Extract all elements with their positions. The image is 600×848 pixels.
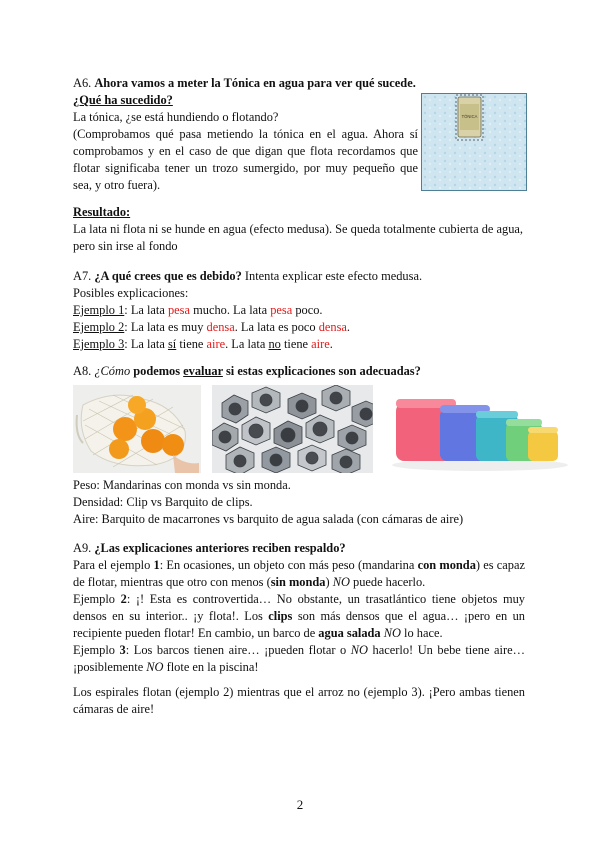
section-a7 <box>73 268 525 353</box>
a6-subheading: ¿Qué ha sucedido? <box>73 93 173 107</box>
a6-paragraph: (Comprobamos qué pasa metiendo la tónica en el agua. Ahora sí comprobamos y en el caso de que digan que flota recordamos que flotar significaba tener un trozo sumergido, por muy pequeño que sea, y otro fuera). <box>73 127 418 192</box>
a7-question: ¿A qué crees que es debido? <box>94 269 242 283</box>
can-in-water-illustration <box>422 94 526 190</box>
a9-question: ¿Las explicaciones anteriores reciben respaldo? <box>94 541 346 555</box>
hex-nuts-photo <box>212 385 373 473</box>
a6-line1: La tónica, ¿se está hundiendo o flotando? <box>73 110 279 124</box>
a7-example-3: Ejemplo 3: La lata sí tiene aire. La lata no tiene aire. <box>73 337 333 351</box>
section-a6 <box>73 75 418 194</box>
can-in-water-image <box>421 93 527 191</box>
a8-heading: A8. ¿Cómo podemos evaluar si estas explicaciones son adecuadas? <box>73 364 421 378</box>
a9-heading: A9. ¿Las explicaciones anteriores reciben respaldo? <box>73 541 346 555</box>
a8-peso: Peso: Mandarinas con monda vs sin monda. <box>73 478 291 492</box>
page-number: 2 <box>296 797 304 812</box>
resultado-text: La lata ni flota ni se hunde en agua (efecto medusa). Se queda totalmente cubierta de agua, pero sin irse al fondo <box>73 222 524 253</box>
food-containers-photo <box>388 385 570 473</box>
can-label: TÓNICA <box>461 114 478 119</box>
a7-example-2: Ejemplo 2: La lata es muy densa. La lata es poco densa. <box>73 320 351 334</box>
a8-aire: Aire: Barquito de macarrones vs barquito de agua salada (con cámaras de aire) <box>73 512 464 526</box>
a9-example-1: Para el ejemplo 1: En ocasiones, un objeto con más peso (mandarina con monda) es capaz de flotar, mientras que otro con menos (sin monda) NO puede hacerlo. <box>73 558 525 589</box>
a9-example-2: Ejemplo 2: ¡! Esta es controvertida… No obstante, un trasatlántico tiene objetos muy densos en su interior.. ¡y flota!. Los clips son más densos que el agua… ¡pero en un recipiente pueden flotar! En cambio, un barco de agua salada NO lo hace. <box>73 592 525 640</box>
a7-example-1: Ejemplo 1: La lata pesa mucho. La lata pesa poco. <box>73 303 323 317</box>
a6-question: Ahora vamos a meter la Tónica en agua para ver qué sucede. <box>94 76 416 90</box>
a7-heading: A7. ¿A qué crees que es debido? Intenta explicar este efecto medusa. <box>73 269 423 283</box>
a6-heading: A6. Ahora vamos a meter la Tónica en agua para ver qué sucede. <box>73 76 416 90</box>
section-resultado <box>73 204 525 255</box>
a9-example-3: Ejemplo 3: Los barcos tienen aire… ¡pueden flotar o NO hacerlo! Un bebe tiene aire… ¡posiblemente NO flote en la piscina! <box>73 643 525 674</box>
a8-explanations <box>73 477 525 528</box>
resultado-title: Resultado: <box>73 205 131 219</box>
a7-posibles: Posibles explicaciones: <box>73 286 189 300</box>
mandarins-photo <box>73 385 201 473</box>
a9-final: Los espirales flotan (ejemplo 2) mientras que el arroz no (ejemplo 3). ¡Pero ambas tienen cámaras de aire! <box>73 685 525 716</box>
section-a9 <box>73 540 525 676</box>
a8-densidad: Densidad: Clip vs Barquito de clips. <box>73 495 253 509</box>
